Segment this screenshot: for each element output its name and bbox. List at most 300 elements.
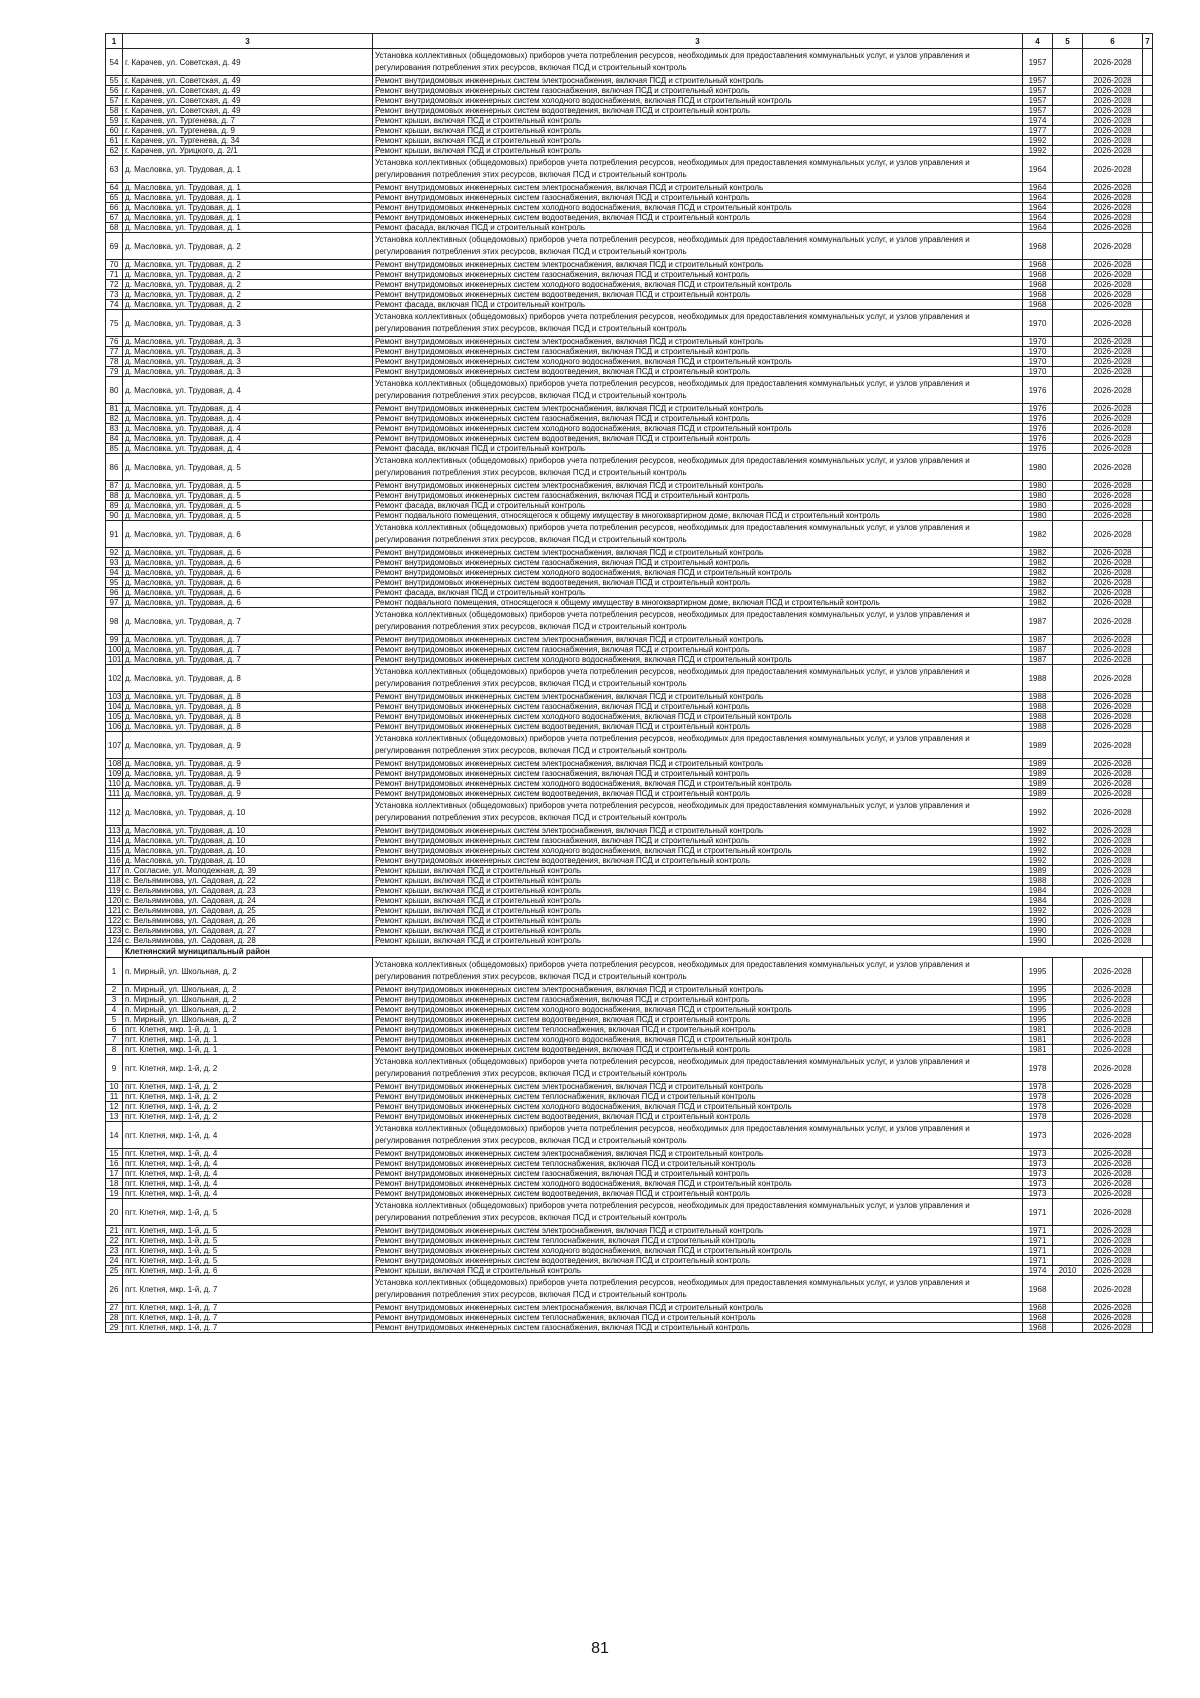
- empty-cell: [1143, 655, 1153, 665]
- year-cell: 1964: [1023, 203, 1053, 213]
- row-number-cell: 69: [106, 233, 123, 260]
- empty-cell: [1143, 126, 1153, 136]
- last-repair-year-cell: [1053, 1102, 1083, 1112]
- address-cell: д. Масловка, ул. Трудовая, д. 6: [123, 568, 373, 578]
- year-cell: 1995: [1023, 1015, 1053, 1025]
- year-cell: 1968: [1023, 280, 1053, 290]
- period-cell: 2026-2028: [1083, 434, 1143, 444]
- work-type-cell: Установка коллективных (общедомовых) приборов учета потребления ресурсов, необходимых для предоставления коммунальных услуг, и узлов управления и регулирования потребления этих ресурсов, включая ПСД и строительный контроль: [373, 1122, 1023, 1149]
- year-cell: 1984: [1023, 896, 1053, 906]
- row-number-cell: 118: [106, 876, 123, 886]
- address-cell: пгт. Клетня, мкр. 1-й, д. 4: [123, 1149, 373, 1159]
- address-cell: д. Масловка, ул. Трудовая, д. 5: [123, 454, 373, 481]
- address-cell: пгт. Клетня, мкр. 1-й, д. 5: [123, 1246, 373, 1256]
- last-repair-year-cell: [1053, 76, 1083, 86]
- work-type-cell: Ремонт крыши, включая ПСД и строительный контроль: [373, 866, 1023, 876]
- year-cell: 1995: [1023, 985, 1053, 995]
- period-cell: 2026-2028: [1083, 310, 1143, 337]
- address-cell: д. Масловка, ул. Трудовая, д. 8: [123, 665, 373, 692]
- address-cell: д. Масловка, ул. Трудовая, д. 3: [123, 310, 373, 337]
- page-number: 81: [591, 1640, 609, 1657]
- empty-cell: [1143, 799, 1153, 826]
- year-cell: 1988: [1023, 722, 1053, 732]
- address-cell: г. Карачев, ул. Советская, д. 49: [123, 96, 373, 106]
- last-repair-year-cell: [1053, 995, 1083, 1005]
- empty-cell: [1143, 1025, 1153, 1035]
- period-cell: 2026-2028: [1083, 1045, 1143, 1055]
- year-cell: 1964: [1023, 156, 1053, 183]
- period-cell: 2026-2028: [1083, 1082, 1143, 1092]
- last-repair-year-cell: [1053, 692, 1083, 702]
- period-cell: 2026-2028: [1083, 367, 1143, 377]
- period-cell: 2026-2028: [1083, 1323, 1143, 1333]
- year-cell: 1971: [1023, 1256, 1053, 1266]
- period-cell: 2026-2028: [1083, 1199, 1143, 1226]
- empty-cell: [1143, 146, 1153, 156]
- table-row: [106, 414, 1153, 424]
- year-cell: 1982: [1023, 598, 1053, 608]
- table-row: [106, 876, 1153, 886]
- period-cell: 2026-2028: [1083, 86, 1143, 96]
- empty-cell: [1143, 501, 1153, 511]
- last-repair-year-cell: [1053, 548, 1083, 558]
- row-number-cell: 114: [106, 836, 123, 846]
- address-cell: д. Масловка, ул. Трудовая, д. 3: [123, 347, 373, 357]
- address-cell: с. Вельяминова, ул. Садовая, д. 22: [123, 876, 373, 886]
- period-cell: 2026-2028: [1083, 759, 1143, 769]
- year-cell: 1977: [1023, 126, 1053, 136]
- table-row: [106, 789, 1153, 799]
- last-repair-year-cell: [1053, 906, 1083, 916]
- empty-cell: [1143, 310, 1153, 337]
- year-cell: 1982: [1023, 578, 1053, 588]
- address-cell: пгт. Клетня, мкр. 1-й, д. 4: [123, 1179, 373, 1189]
- work-type-cell: Ремонт фасада, включая ПСД и строительный контроль: [373, 223, 1023, 233]
- empty-cell: [1143, 702, 1153, 712]
- work-type-cell: Ремонт фасада, включая ПСД и строительный контроль: [373, 300, 1023, 310]
- period-cell: 2026-2028: [1083, 826, 1143, 836]
- table-row: [106, 424, 1153, 434]
- row-number-cell: 7: [106, 1035, 123, 1045]
- year-cell: 1987: [1023, 608, 1053, 635]
- table-row: [106, 1236, 1153, 1246]
- address-cell: пгт. Клетня, мкр. 1-й, д. 5: [123, 1236, 373, 1246]
- work-type-cell: Ремонт внутридомовых инженерных систем электроснабжения, включая ПСД и строительный контроль: [373, 548, 1023, 558]
- address-cell: пгт. Клетня, мкр. 1-й, д. 7: [123, 1323, 373, 1333]
- last-repair-year-cell: [1053, 896, 1083, 906]
- year-cell: 1992: [1023, 856, 1053, 866]
- header-cell-7: 7: [1143, 34, 1153, 49]
- empty-cell: [1143, 1266, 1153, 1276]
- period-cell: 2026-2028: [1083, 779, 1143, 789]
- year-cell: 1973: [1023, 1122, 1053, 1149]
- empty-cell: [1143, 779, 1153, 789]
- address-cell: д. Масловка, ул. Трудовая, д. 7: [123, 635, 373, 645]
- period-cell: 2026-2028: [1083, 1303, 1143, 1313]
- header-cell-1: 1: [106, 34, 123, 49]
- period-cell: 2026-2028: [1083, 1092, 1143, 1102]
- row-number-cell: 124: [106, 936, 123, 946]
- row-number-cell: 65: [106, 193, 123, 203]
- table-row: [106, 846, 1153, 856]
- year-cell: 1989: [1023, 769, 1053, 779]
- year-cell: 1982: [1023, 521, 1053, 548]
- period-cell: 2026-2028: [1083, 665, 1143, 692]
- empty-cell: [1143, 1149, 1153, 1159]
- last-repair-year-cell: [1053, 223, 1083, 233]
- last-repair-year-cell: [1053, 1159, 1083, 1169]
- year-cell: 1973: [1023, 1189, 1053, 1199]
- row-number-cell: 75: [106, 310, 123, 337]
- row-number-cell: 82: [106, 414, 123, 424]
- row-number-cell: 3: [106, 995, 123, 1005]
- period-cell: 2026-2028: [1083, 1015, 1143, 1025]
- address-cell: пгт. Клетня, мкр. 1-й, д. 2: [123, 1092, 373, 1102]
- address-cell: д. Масловка, ул. Трудовая, д. 1: [123, 183, 373, 193]
- empty-cell: [1143, 645, 1153, 655]
- year-cell: 1957: [1023, 76, 1053, 86]
- last-repair-year-cell: [1053, 578, 1083, 588]
- last-repair-year-cell: [1053, 1005, 1083, 1015]
- table-row: [106, 866, 1153, 876]
- table-row: [106, 645, 1153, 655]
- address-cell: д. Масловка, ул. Трудовая, д. 6: [123, 548, 373, 558]
- period-cell: 2026-2028: [1083, 568, 1143, 578]
- last-repair-year-cell: [1053, 193, 1083, 203]
- address-cell: д. Масловка, ул. Трудовая, д. 8: [123, 702, 373, 712]
- row-number-cell: 18: [106, 1179, 123, 1189]
- last-repair-year-cell: [1053, 126, 1083, 136]
- year-cell: 1988: [1023, 665, 1053, 692]
- table-row: [106, 1102, 1153, 1112]
- address-cell: д. Масловка, ул. Трудовая, д. 4: [123, 424, 373, 434]
- year-cell: 1980: [1023, 454, 1053, 481]
- period-cell: 2026-2028: [1083, 635, 1143, 645]
- last-repair-year-cell: [1053, 501, 1083, 511]
- row-number-cell: 29: [106, 1323, 123, 1333]
- empty-cell: [1143, 233, 1153, 260]
- empty-cell: [1143, 1169, 1153, 1179]
- address-cell: г. Карачев, ул. Советская, д. 49: [123, 106, 373, 116]
- empty-cell: [1143, 826, 1153, 836]
- empty-cell: [1143, 223, 1153, 233]
- last-repair-year-cell: [1053, 444, 1083, 454]
- address-cell: пгт. Клетня, мкр. 1-й, д. 6: [123, 1266, 373, 1276]
- last-repair-year-cell: [1053, 799, 1083, 826]
- period-cell: 2026-2028: [1083, 233, 1143, 260]
- table-row: [106, 936, 1153, 946]
- period-cell: 2026-2028: [1083, 193, 1143, 203]
- empty-cell: [1143, 876, 1153, 886]
- period-cell: 2026-2028: [1083, 1035, 1143, 1045]
- last-repair-year-cell: [1053, 116, 1083, 126]
- period-cell: 2026-2028: [1083, 1112, 1143, 1122]
- period-cell: 2026-2028: [1083, 1189, 1143, 1199]
- address-cell: пгт. Клетня, мкр. 1-й, д. 7: [123, 1313, 373, 1323]
- empty-cell: [1143, 434, 1153, 444]
- empty-cell: [1143, 866, 1153, 876]
- empty-cell: [1143, 568, 1153, 578]
- address-cell: д. Масловка, ул. Трудовая, д. 3: [123, 337, 373, 347]
- table-row: [106, 759, 1153, 769]
- year-cell: 1968: [1023, 233, 1053, 260]
- last-repair-year-cell: [1053, 424, 1083, 434]
- year-cell: 1990: [1023, 916, 1053, 926]
- year-cell: 1976: [1023, 404, 1053, 414]
- empty-cell: [1143, 521, 1153, 548]
- period-cell: 2026-2028: [1083, 491, 1143, 501]
- period-cell: 2026-2028: [1083, 444, 1143, 454]
- last-repair-year-cell: [1053, 826, 1083, 836]
- last-repair-year-cell: [1053, 1256, 1083, 1266]
- period-cell: 2026-2028: [1083, 1159, 1143, 1169]
- work-type-cell: Ремонт внутридомовых инженерных систем электроснабжения, включая ПСД и строительный контроль: [373, 985, 1023, 995]
- empty-cell: [1143, 86, 1153, 96]
- period-cell: 2026-2028: [1083, 722, 1143, 732]
- address-cell: д. Масловка, ул. Трудовая, д. 2: [123, 280, 373, 290]
- work-type-cell: Ремонт внутридомовых инженерных систем газоснабжения, включая ПСД и строительный контроль: [373, 347, 1023, 357]
- row-number-cell: 67: [106, 213, 123, 223]
- year-cell: 1987: [1023, 645, 1053, 655]
- empty-cell: [1143, 76, 1153, 86]
- year-cell: 1978: [1023, 1092, 1053, 1102]
- year-cell: 1976: [1023, 377, 1053, 404]
- row-number-cell: 60: [106, 126, 123, 136]
- work-type-cell: Ремонт крыши, включая ПСД и строительный контроль: [373, 136, 1023, 146]
- table-row: [106, 906, 1153, 916]
- document-table-container: [105, 33, 1152, 1333]
- work-type-cell: Ремонт внутридомовых инженерных систем холодного водоснабжения, включая ПСД и строительный контроль: [373, 568, 1023, 578]
- address-cell: пгт. Клетня, мкр. 1-й, д. 1: [123, 1035, 373, 1045]
- last-repair-year-cell: [1053, 337, 1083, 347]
- period-cell: 2026-2028: [1083, 1236, 1143, 1246]
- last-repair-year-cell: [1053, 1246, 1083, 1256]
- last-repair-year-cell: [1053, 1313, 1083, 1323]
- address-cell: г. Карачев, ул. Урицкого, д. 2/1: [123, 146, 373, 156]
- work-type-cell: Ремонт внутридомовых инженерных систем газоснабжения, включая ПСД и строительный контроль: [373, 193, 1023, 203]
- year-cell: 1968: [1023, 1313, 1053, 1323]
- period-cell: 2026-2028: [1083, 866, 1143, 876]
- row-number-cell: 105: [106, 712, 123, 722]
- table-row: [106, 1025, 1153, 1035]
- table-row: [106, 86, 1153, 96]
- work-type-cell: Ремонт внутридомовых инженерных систем электроснабжения, включая ПСД и строительный контроль: [373, 1303, 1023, 1313]
- address-cell: д. Масловка, ул. Трудовая, д. 8: [123, 722, 373, 732]
- year-cell: 1980: [1023, 491, 1053, 501]
- period-cell: 2026-2028: [1083, 1169, 1143, 1179]
- last-repair-year-cell: [1053, 958, 1083, 985]
- table-row: [106, 779, 1153, 789]
- empty-cell: [1143, 1055, 1153, 1082]
- work-type-cell: Ремонт внутридомовых инженерных систем газоснабжения, включая ПСД и строительный контроль: [373, 702, 1023, 712]
- work-type-cell: Ремонт внутридомовых инженерных систем холодного водоснабжения, включая ПСД и строительный контроль: [373, 96, 1023, 106]
- period-cell: 2026-2028: [1083, 789, 1143, 799]
- row-number-cell: 72: [106, 280, 123, 290]
- period-cell: 2026-2028: [1083, 732, 1143, 759]
- table-row: [106, 548, 1153, 558]
- row-number-cell: 99: [106, 635, 123, 645]
- header-cell-6: 6: [1083, 34, 1143, 49]
- year-cell: 1988: [1023, 692, 1053, 702]
- address-cell: п. Согласие, ул. Молодежная, д. 39: [123, 866, 373, 876]
- work-type-cell: Установка коллективных (общедомовых) приборов учета потребления ресурсов, необходимых для предоставления коммунальных услуг, и узлов управления и регулирования потребления этих ресурсов, включая ПСД и строительный контроль: [373, 1055, 1023, 1082]
- empty-cell: [1143, 136, 1153, 146]
- table-row: [106, 856, 1153, 866]
- section-empty-cell: [106, 946, 123, 958]
- table-row: [106, 1303, 1153, 1313]
- table-row: [106, 1122, 1153, 1149]
- work-type-cell: Ремонт внутридомовых инженерных систем водоотведения, включая ПСД и строительный контроль: [373, 1189, 1023, 1199]
- last-repair-year-cell: [1053, 866, 1083, 876]
- period-cell: 2026-2028: [1083, 1149, 1143, 1159]
- year-cell: 1982: [1023, 548, 1053, 558]
- year-cell: 1987: [1023, 655, 1053, 665]
- table-row: [106, 1045, 1153, 1055]
- address-cell: д. Масловка, ул. Трудовая, д. 4: [123, 434, 373, 444]
- table-row: [106, 310, 1153, 337]
- empty-cell: [1143, 958, 1153, 985]
- work-type-cell: Установка коллективных (общедомовых) приборов учета потребления ресурсов, необходимых для предоставления коммунальных услуг, и узлов управления и регулирования потребления этих ресурсов, включая ПСД и строительный контроль: [373, 665, 1023, 692]
- table-row: [106, 896, 1153, 906]
- year-cell: 1957: [1023, 106, 1053, 116]
- address-cell: д. Масловка, ул. Трудовая, д. 1: [123, 223, 373, 233]
- work-type-cell: Ремонт крыши, включая ПСД и строительный контроль: [373, 916, 1023, 926]
- row-number-cell: 103: [106, 692, 123, 702]
- work-type-cell: Ремонт внутридомовых инженерных систем холодного водоснабжения, включая ПСД и строительный контроль: [373, 280, 1023, 290]
- year-cell: 1988: [1023, 876, 1053, 886]
- table-row: [106, 377, 1153, 404]
- empty-cell: [1143, 424, 1153, 434]
- last-repair-year-cell: [1053, 759, 1083, 769]
- year-cell: 1988: [1023, 712, 1053, 722]
- empty-cell: [1143, 270, 1153, 280]
- work-type-cell: Ремонт внутридомовых инженерных систем газоснабжения, включая ПСД и строительный контроль: [373, 836, 1023, 846]
- table-row: [106, 1276, 1153, 1303]
- last-repair-year-cell: [1053, 414, 1083, 424]
- address-cell: д. Масловка, ул. Трудовая, д. 8: [123, 692, 373, 702]
- table-row: [106, 799, 1153, 826]
- address-cell: д. Масловка, ул. Трудовая, д. 1: [123, 156, 373, 183]
- table-row: [106, 1256, 1153, 1266]
- work-type-cell: Ремонт фасада, включая ПСД и строительный контроль: [373, 501, 1023, 511]
- empty-cell: [1143, 511, 1153, 521]
- address-cell: д. Масловка, ул. Трудовая, д. 7: [123, 645, 373, 655]
- empty-cell: [1143, 578, 1153, 588]
- header-cell-4: 4: [1023, 34, 1053, 49]
- work-type-cell: Ремонт внутридомовых инженерных систем водоотведения, включая ПСД и строительный контроль: [373, 1112, 1023, 1122]
- work-type-cell: Ремонт крыши, включая ПСД и строительный контроль: [373, 926, 1023, 936]
- table-row: [106, 233, 1153, 260]
- year-cell: 1976: [1023, 444, 1053, 454]
- work-type-cell: Установка коллективных (общедомовых) приборов учета потребления ресурсов, необходимых для предоставления коммунальных услуг, и узлов управления и регулирования потребления этих ресурсов, включая ПСД и строительный контроль: [373, 732, 1023, 759]
- last-repair-year-cell: [1053, 789, 1083, 799]
- table-row: [106, 1015, 1153, 1025]
- empty-cell: [1143, 856, 1153, 866]
- period-cell: 2026-2028: [1083, 126, 1143, 136]
- table-row: [106, 1005, 1153, 1015]
- last-repair-year-cell: [1053, 404, 1083, 414]
- period-cell: 2026-2028: [1083, 1102, 1143, 1112]
- empty-cell: [1143, 558, 1153, 568]
- empty-cell: [1143, 1189, 1153, 1199]
- work-type-cell: Ремонт внутридомовых инженерных систем электроснабжения, включая ПСД и строительный контроль: [373, 76, 1023, 86]
- address-cell: д. Масловка, ул. Трудовая, д. 5: [123, 501, 373, 511]
- address-cell: пгт. Клетня, мкр. 1-й, д. 7: [123, 1303, 373, 1313]
- period-cell: 2026-2028: [1083, 290, 1143, 300]
- table-row: [106, 769, 1153, 779]
- period-cell: 2026-2028: [1083, 347, 1143, 357]
- year-cell: 1964: [1023, 213, 1053, 223]
- section-row: [106, 946, 1153, 958]
- year-cell: 1970: [1023, 337, 1053, 347]
- year-cell: 1970: [1023, 347, 1053, 357]
- table-row: [106, 367, 1153, 377]
- year-cell: 1976: [1023, 424, 1053, 434]
- year-cell: 1968: [1023, 260, 1053, 270]
- last-repair-year-cell: [1053, 1199, 1083, 1226]
- row-number-cell: 15: [106, 1149, 123, 1159]
- period-cell: 2026-2028: [1083, 96, 1143, 106]
- last-repair-year-cell: [1053, 846, 1083, 856]
- empty-cell: [1143, 759, 1153, 769]
- work-type-cell: Ремонт внутридомовых инженерных систем электроснабжения, включая ПСД и строительный контроль: [373, 635, 1023, 645]
- period-cell: 2026-2028: [1083, 183, 1143, 193]
- last-repair-year-cell: 2010: [1053, 1266, 1083, 1276]
- address-cell: п. Мирный, ул. Школьная, д. 2: [123, 958, 373, 985]
- work-type-cell: Ремонт внутридомовых инженерных систем газоснабжения, включая ПСД и строительный контроль: [373, 414, 1023, 424]
- row-number-cell: 87: [106, 481, 123, 491]
- row-number-cell: 120: [106, 896, 123, 906]
- year-cell: 1982: [1023, 558, 1053, 568]
- period-cell: 2026-2028: [1083, 481, 1143, 491]
- address-cell: д. Масловка, ул. Трудовая, д. 2: [123, 233, 373, 260]
- work-type-cell: Ремонт крыши, включая ПСД и строительный контроль: [373, 936, 1023, 946]
- last-repair-year-cell: [1053, 936, 1083, 946]
- row-number-cell: 119: [106, 886, 123, 896]
- year-cell: 1995: [1023, 958, 1053, 985]
- row-number-cell: 28: [106, 1313, 123, 1323]
- address-cell: д. Масловка, ул. Трудовая, д. 9: [123, 769, 373, 779]
- row-number-cell: 71: [106, 270, 123, 280]
- empty-cell: [1143, 712, 1153, 722]
- empty-cell: [1143, 1035, 1153, 1045]
- empty-cell: [1143, 290, 1153, 300]
- last-repair-year-cell: [1053, 1092, 1083, 1102]
- work-type-cell: Ремонт крыши, включая ПСД и строительный контроль: [373, 126, 1023, 136]
- year-cell: 1957: [1023, 49, 1053, 76]
- row-number-cell: 16: [106, 1159, 123, 1169]
- table-row: [106, 434, 1153, 444]
- year-cell: 1971: [1023, 1246, 1053, 1256]
- period-cell: 2026-2028: [1083, 558, 1143, 568]
- table-row: [106, 732, 1153, 759]
- table-row: [106, 1169, 1153, 1179]
- period-cell: 2026-2028: [1083, 692, 1143, 702]
- period-cell: 2026-2028: [1083, 49, 1143, 76]
- work-type-cell: Ремонт внутридомовых инженерных систем водоотведения, включая ПСД и строительный контроль: [373, 1015, 1023, 1025]
- last-repair-year-cell: [1053, 655, 1083, 665]
- last-repair-year-cell: [1053, 1015, 1083, 1025]
- capital-repair-table: [105, 33, 1153, 1333]
- year-cell: 1990: [1023, 936, 1053, 946]
- row-number-cell: 112: [106, 799, 123, 826]
- work-type-cell: Ремонт внутридомовых инженерных систем газоснабжения, включая ПСД и строительный контроль: [373, 995, 1023, 1005]
- header-cell-3: 3: [373, 34, 1023, 49]
- table-row: [106, 655, 1153, 665]
- empty-cell: [1143, 985, 1153, 995]
- empty-cell: [1143, 106, 1153, 116]
- last-repair-year-cell: [1053, 926, 1083, 936]
